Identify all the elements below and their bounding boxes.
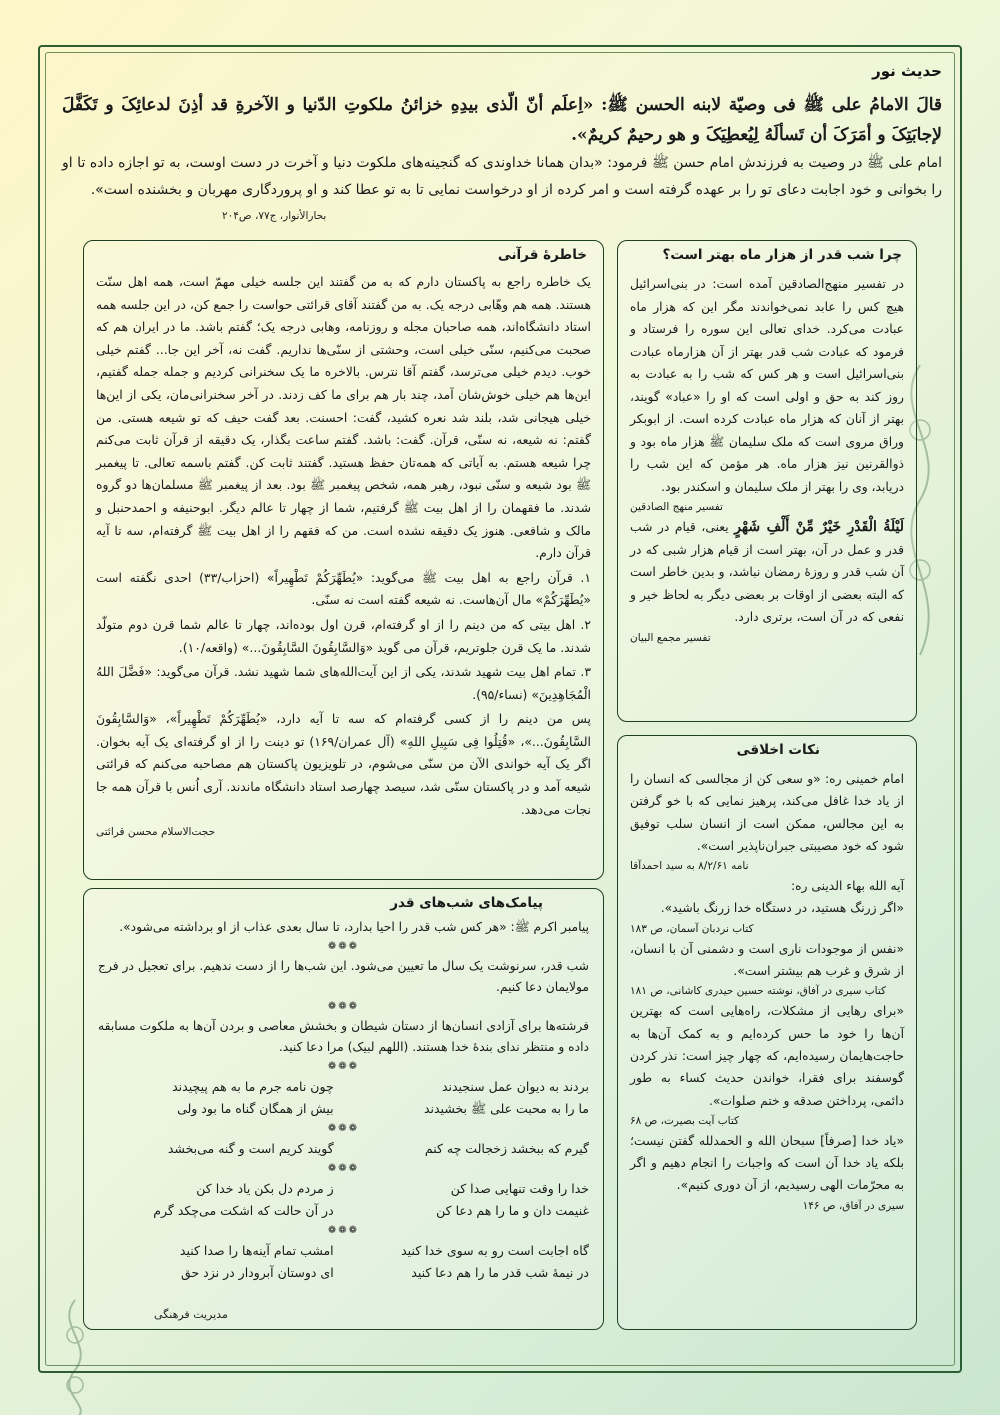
poem-hemistich: گویند کریم است و گنه می‌بخشد	[167, 1141, 334, 1156]
divider-ornament-icon: ❁❁❁	[327, 1225, 360, 1236]
ethics-quote: «اگر زرنگ هستید، در دستگاه خدا زرنگ باشید».	[660, 901, 904, 916]
qadr-source: تفسیر مجمع البیان	[630, 631, 711, 644]
hadith-title: حدیث نور	[872, 62, 942, 80]
qadr-source: تفسیر منهج الصادقین	[630, 501, 723, 513]
poem-couplet	[98, 1076, 589, 1098]
poem-couplet	[98, 1240, 589, 1262]
poem-couplet	[98, 1200, 589, 1222]
ethics-title: نکات اخلاقی	[736, 742, 820, 758]
ethics-source: کتاب آیت بصیرت، ص ۶۸	[630, 1114, 739, 1127]
divider-ornament-icon: ❁❁❁	[327, 1061, 360, 1072]
message-text: شب قدر، سرنوشت یک سال ما تعیین می‌شود. این شب‌ها را از دست ندهیم. برای تعجیل در فرج مولایمان دعا کنیم.	[98, 959, 589, 994]
messages-author: مدیریت فرهنگی	[154, 1308, 228, 1321]
ethics-quote: «یاد خدا [صرفاً] سبحان الله و الحمدلله گفتن نیست؛ بلکه یاد خدا آن است که واجبات را انجام دهیم و اگر به محرّمات الهی رسیدیم، از آن دوری کنیم».	[630, 1133, 904, 1193]
hadith-arabic-text: قالَ الامامُ علی ﷺ فی وصیّة لابنه الحسن ﷺ: «اِعلَم أنّ الّذی بیدِهِ خزائنُ ملکوتِ الدّنیا و الآخرةِ قد أذِنَ لدعائِکَ و تَکَفَّلَ لإجابَتِکَ و أمَرَکَ أن تَسألَهُ لِیُعطِیَکَ و هو رحیمٌ کریمٌ».	[62, 95, 942, 145]
poem-hemistich: بردند به دیوان عمل سنجیدند	[441, 1079, 589, 1094]
memory-paragraph: ۱. قرآن راجع به اهل بیت ﷺ می‌گوید: «یُطَهِّرَکُمْ تَطْهِیراً» (احزاب/۳۳) احدی نگفته است «یُطَهِّرَکُمْ» مال آن‌هاست. نه شیعه گفته است نه سنّی.	[96, 569, 591, 608]
ethics-speaker: آیه الله بهاء الدینی ره:	[790, 879, 904, 894]
memory-title: خاطرهٔ قرآنی	[497, 247, 587, 263]
ethics-source: کتاب نردبان آسمان، ص ۱۸۳	[630, 922, 754, 935]
ethical-points-box	[617, 735, 917, 1330]
poem-couplet	[98, 1098, 589, 1120]
poem-couplet	[98, 1178, 589, 1200]
memory-paragraph: پس من دینم را از کسی گرفته‌ام که سه تا آیه دارد، «یُطَهِّرَکُمْ تَطْهِیراً»، «وَالسَّابِقُونَ السَّابِقُونَ...»، «قُتِلُوا فِی سَبِیلِ اللهِ» (آل عمران/۱۶۹) تو دینت را از او گرفته‌ای یک آیه بخوان. اگر یک آیه خواندی الآن من سنّی می‌شوم، در تلویزیون پاکستان هم مصاحبه می‌کنم که قرائتی شیعه آمد و در پاکستان سنّی شد، سیصد چهارصد استاد دانشگاه ماندند. آری اُنس با قرآن همه جا نجات می‌دهد.	[96, 711, 591, 817]
poem-hemistich: غنیمت دان و ما را هم دعا کن	[436, 1203, 589, 1218]
divider-ornament-icon: ❁❁❁	[327, 941, 360, 952]
divider-ornament-icon: ❁❁❁	[327, 1163, 360, 1174]
poem-hemistich: خدا را وقت تنهایی صدا کن	[450, 1181, 589, 1196]
poem-hemistich: در آن حالت که اشکت می‌چکد گرم	[153, 1203, 334, 1218]
message-text: فرشته‌ها برای آزادی انسان‌ها از دستان شیطان و بخشش معاصی و بردن آن‌ها به ملکوت مسابقه داده و منتظر ندای بندهٔ خدا هستند. (اللهم لبیک) مرا دعا کنید.	[98, 1019, 589, 1054]
ethics-quote: «نفس از موجودات ناری است و دشمنی آن با انسان، از شرق و غرب هم بیشتر است».	[630, 941, 904, 979]
qadr-text: در تفسیر منهج‌الصادقین آمده است: در بنی‌اسرائیل هیچ کس را عابد نمی‌خواندند مگر این که هزار ماه عبادت می‌کرد. خدای تعالی این سوره را فرستاد و فرمود که عبادت شب قدر بهتر از آن هزارماه عبادت بنی‌اسرائیل است و هر کس که شب را به عبادت به روز کند به حق و اولی است که او را «عباد» گویند، بهتر از آنان که هزار ماه عبادت کرده است. از ابوبکر وراق مروی است که ملک سلیمان ﷺ هزار ماه بود و ذوالقرنین نیز هزار ماه. هر مؤمن که این شب را دریابد، وی را بهتر از ملک سلیمان و اسکندر بود.	[630, 277, 904, 494]
quranic-memory-box	[83, 240, 604, 880]
poem-hemistich: چون نامه جرم ما به هم پیچیدند	[172, 1079, 334, 1094]
poem-couplet	[98, 1262, 589, 1284]
memory-paragraph: ۳. تمام اهل بیت شهید شدند، یکی از این آیت‌الله‌های شما شهید نشد. قرآن می‌گوید: «فَضَّلَ اللهُ الْمُجَاهِدِینَ» (نساء/۹۵).	[96, 664, 591, 702]
poem-hemistich: گاه اجابت است رو به سوی خدا کنید	[401, 1243, 589, 1258]
divider-ornament-icon: ❁❁❁	[327, 1001, 360, 1012]
hadith-persian: امام علی ﷺ در وصیت به فرزندش امام حسن ﷺ فرمود: «بدان همانا خداوندی که گنجینه‌های ملکوت دنیا و آخرت در دست اوست، به تو اجازه داده تا او را بخوانی و خود اجابت دعای تو را بر عهده گرفته است و امر کرده از او درخواست نمایی تا به تو عطا کند و او پروردگاری مهربان و بخشنده است».	[62, 155, 942, 198]
poem-hemistich: ز مردم دل بکن یاد خدا کن	[196, 1181, 334, 1196]
hadith-section	[62, 62, 942, 232]
ethics-source: کتاب سیری در آفاق، نوشته حسین حیدری کاشانی، ص ۱۸۱	[630, 985, 886, 998]
memory-paragraph: ۲. اهل بیتی که من دینم را از او گرفته‌ام، قرن اول بوده‌اند، چهار تا عالم شما قرن دوم متولّد شدند. ما یک قرن جلوتریم، قرآن می گوید «وَالسَّابِقُونَ السَّابِقُونَ...» (واقعه/۱۰).	[96, 616, 591, 655]
qadr-title: چرا شب قدر از هزار ماه بهتر است؟	[662, 247, 902, 263]
divider-ornament-icon: ❁❁❁	[327, 1123, 360, 1134]
qadr-messages-box	[83, 888, 604, 1330]
ethics-quote: «برای رهایی از مشکلات، راه‌هایی است که بهترین آن‌ها را خود ما حس کرده‌ایم و به کمک آن‌ها به حاجت‌هایمان رسیده‌ایم، که چهار چیز است: نذر کردن گوسفند برای فقرا، خواندن حدیث کساء به طور دائمی، پرداختن صدقه و ختم صلوات».	[630, 1004, 904, 1108]
ethics-source: سیری در آفاق، ص ۱۴۶	[802, 1199, 904, 1212]
poem-hemistich: ای دوستان آبرودار در نزد حق	[181, 1265, 334, 1280]
hadith-source: بحارالأنوار، ج۷۷، ص۲۰۴	[222, 210, 327, 222]
messages-title: پیامک‌های شب‌های قدر	[390, 895, 543, 911]
ethics-source: نامه ۸/۲/۶۱ به سید احمدآقا	[630, 860, 749, 873]
ethics-body	[630, 768, 904, 1215]
qadr-body	[630, 273, 904, 647]
messages-body	[98, 917, 589, 1284]
memory-paragraph: یک خاطره راجع به پاکستان دارم که به من گفتند این جلسه خیلی مهمّ است، همه اهل سنّت هستند. همه هم وهّابی درجه یک. به من گفتند آقای قرائتی حواست را جمع کن، در این جلسه همه استاد دانشگاه‌اند، همه صاحبان مجله و روزنامه، وهابی درجه یک؛ گفتم باشد. ما در ایران هم که صحبت می‌کنیم، سنّی خیلی است، وحشتی از سنّی‌ها نداریم. گفت نه، آخر این جا... گفتم خیلی خوب. دیدم خیلی می‌ترسد، گفتم آقا نترس. بالاخره ما یک سخنرانی کردیم و جمله جمله گفتیم، این‌ها هم خیلی خوش‌شان آمد، چند بار هم برای ما کف زدند. در آخر سخنرانی‌مان، یکی از این‌ها خیلی هیجانی شد، بلند شد نعره کشید، گفت: احسنت. بعد گفت حیف که تو شیعه هستی. من گفتم: نه شیعه، نه سنّی، قرآن. گفت: باشد. گفتم ساعت بگذار، یک دقیقه از قرآن ثابت می‌کنم چرا شیعه هستم. به آیاتی که همه‌تان حفظ هستید. گفتند ثابت کن. گفتم باسمه تعالی. تا پیغمبر ﷺ بود شیعه و سنّی نبود، رهبر همه، شخص پیغمبر ﷺ بود. بعد از پیغمبر ﷺ مسلمان‌ها دو گروه شدند. ما فقهمان را از اهل بیت ﷺ گرفتیم، شما از چهار تا عالم دیگر. ابوحنیفه و احمدحنبل و مالک و شافعی. هنوز یک دقیقه نشده است. من که فقهم را از اهل بیت ﷺ گرفته‌ام، سه تا آیه قرآن دارم.	[96, 274, 591, 561]
memory-author: حجت‌الاسلام محسن قرائتی	[96, 826, 216, 839]
poem-hemistich: ما را به محبت علی ﷺ بخشیدند	[423, 1101, 589, 1116]
poem-hemistich: امشب تمام آینه‌ها را صدا کنید	[179, 1243, 334, 1258]
poem-hemistich: گیرم که ببخشد زخجالت چه کنم	[424, 1141, 589, 1156]
memory-body	[96, 271, 591, 841]
qadr-text: یعنی، قیام در شب قدر و عمل در آن، بهتر است از قیام هزار شبی که در آن شب قدر و روزهٔ رمضان نباشد، و بدین خاطر است که البته بعضی از اوقات بر بعضی دیگر به لحاظ خیر و نفعی که در آن است، برتری دارد.	[630, 520, 904, 624]
poem-hemistich: بیش از همگان گناه ما بود ولی	[177, 1101, 334, 1116]
poem-hemistich: در نیمهٔ شب قدر ما را هم دعا کنید	[411, 1265, 589, 1280]
qadr-quran-verse: لَیْلَةُ الْقَدْرِ خَیْرٌ مِّنْ أَلْفِ شَهْرٍ	[734, 519, 904, 535]
message-text: پیامبر اکرم ﷺ: «هر کس شب قدر را احیا بدارد، تا سال بعدی عذاب از او برداشته می‌شود».	[119, 920, 589, 934]
hadith-persian-text	[62, 150, 942, 204]
qadr-night-box	[617, 240, 917, 722]
poem-couplet	[98, 1138, 589, 1160]
ethics-quote: امام خمینی ره: «و سعی کن از مجالسی که انسان را از یاد خدا غافل می‌کند، پرهیز نمایی که با خو گرفتن به این مجالس، ممکن است از انسان سلب توفیق شود که خود مصیبتی جبران‌ناپذیر است».	[630, 772, 904, 853]
